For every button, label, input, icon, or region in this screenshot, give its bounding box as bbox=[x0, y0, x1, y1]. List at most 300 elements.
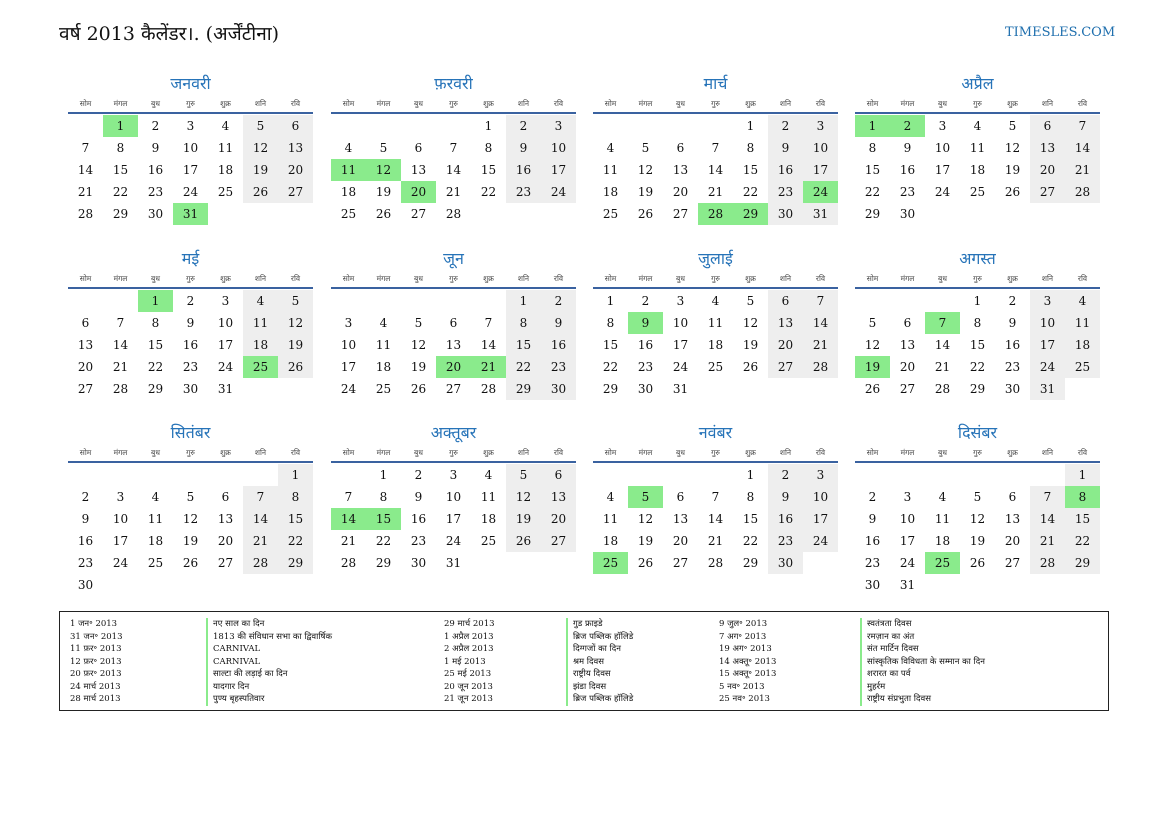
day-cell: 16 bbox=[182, 338, 199, 352]
day-cell: 24 bbox=[541, 181, 576, 203]
day-cell: 24 bbox=[445, 534, 462, 548]
day-cell: 16 bbox=[506, 159, 541, 181]
day-cell: 24 bbox=[934, 185, 951, 199]
day-cell: 18 bbox=[1065, 334, 1100, 356]
day-cell: 3 bbox=[449, 468, 458, 482]
day-cell: 6 bbox=[414, 141, 423, 155]
weekday-label: बुध bbox=[414, 447, 423, 457]
day-cell: 9 bbox=[1008, 316, 1017, 330]
holiday-date: 1 मई 2013 bbox=[444, 656, 486, 667]
weekday-label: शुक्र bbox=[745, 98, 756, 108]
day-cell: 26 bbox=[1004, 185, 1021, 199]
holiday-date: 1 जन॰ 2013 bbox=[70, 619, 118, 629]
day-cell: 26 bbox=[375, 207, 392, 221]
day-grid bbox=[68, 289, 313, 400]
day-cell: 16 bbox=[410, 512, 427, 526]
weekday-label: रवि bbox=[290, 447, 301, 457]
day-cell: 24 bbox=[182, 185, 199, 199]
day-cell: 7 bbox=[344, 490, 353, 504]
day-cell: 7 bbox=[484, 316, 493, 330]
day-cell: 20 bbox=[672, 534, 689, 548]
holiday-day-cell: 9 bbox=[628, 312, 663, 334]
day-cell: 2 bbox=[768, 115, 803, 137]
day-cell: 8 bbox=[484, 141, 493, 155]
day-cell: 11 bbox=[217, 141, 234, 155]
day-cell: 26 bbox=[864, 382, 881, 396]
day-cell: 22 bbox=[742, 185, 759, 199]
day-cell: 29 bbox=[506, 378, 541, 400]
month-calendar bbox=[855, 248, 1100, 400]
holiday-day-cell: 1 bbox=[103, 115, 138, 137]
holiday-day-cell: 20 bbox=[401, 181, 436, 203]
weekday-label: मंगल bbox=[900, 98, 915, 108]
day-cell: 27 bbox=[278, 181, 313, 203]
day-cell: 3 bbox=[1030, 290, 1065, 312]
holiday-name: राष्ट्रीय संप्रभुता दिवस bbox=[867, 694, 931, 704]
weekday-label: बुध bbox=[938, 273, 947, 283]
weekday-label: मंगल bbox=[113, 98, 128, 108]
day-cell: 30 bbox=[77, 578, 94, 592]
day-cell: 29 bbox=[602, 382, 619, 396]
holiday-date: 11 फ़र॰ 2013 bbox=[70, 644, 122, 654]
day-cell: 17 bbox=[672, 338, 689, 352]
day-cell: 10 bbox=[217, 316, 234, 330]
day-cell: 14 bbox=[707, 163, 724, 177]
day-cell: 15 bbox=[864, 163, 881, 177]
holiday-name: गुड फ्राइडे bbox=[573, 619, 603, 629]
day-cell: 10 bbox=[803, 486, 838, 508]
weekday-label: शुक्र bbox=[745, 447, 756, 457]
day-cell: 12 bbox=[1004, 141, 1021, 155]
empty-cell bbox=[698, 464, 733, 486]
weekday-label: गुरु bbox=[711, 273, 720, 283]
day-cell: 25 bbox=[480, 534, 497, 548]
weekday-label: रवि bbox=[553, 98, 564, 108]
holiday-name: झंडा दिवस bbox=[573, 681, 607, 692]
day-cell: 13 bbox=[1004, 512, 1021, 526]
day-cell: 5 bbox=[186, 490, 195, 504]
holiday-day-cell: 24 bbox=[803, 181, 838, 203]
day-cell: 30 bbox=[410, 556, 427, 570]
holiday-name: दिग्गजों का दिन bbox=[573, 644, 621, 654]
holiday-day-cell: 19 bbox=[855, 356, 890, 378]
day-grid bbox=[331, 289, 576, 400]
day-cell: 3 bbox=[938, 119, 947, 133]
site-link[interactable]: TIMESLES.COM bbox=[1005, 25, 1116, 40]
day-cell: 31 bbox=[217, 382, 234, 396]
day-cell: 9 bbox=[768, 486, 803, 508]
day-cell: 23 bbox=[506, 181, 541, 203]
month-name: जनवरी bbox=[170, 74, 211, 93]
month-name: दिसंबर bbox=[957, 423, 998, 442]
empty-cell bbox=[1030, 464, 1065, 486]
weekday-header bbox=[331, 95, 576, 114]
day-cell: 30 bbox=[147, 207, 164, 221]
day-cell: 2 bbox=[414, 468, 423, 482]
empty-cell bbox=[436, 115, 471, 137]
weekday-label: शनि bbox=[1041, 273, 1054, 283]
weekday-label: मंगल bbox=[638, 98, 653, 108]
day-cell: 6 bbox=[676, 490, 685, 504]
holiday-name: CARNIVAL bbox=[213, 644, 261, 654]
day-cell: 12 bbox=[182, 512, 199, 526]
empty-cell bbox=[925, 290, 960, 312]
day-cell: 11 bbox=[375, 338, 392, 352]
holiday-legend bbox=[59, 611, 1109, 711]
day-cell: 13 bbox=[672, 163, 689, 177]
day-cell: 6 bbox=[81, 316, 90, 330]
empty-cell bbox=[663, 464, 698, 486]
holiday-name: ब्रिज पब्लिक हॉलिडे bbox=[573, 694, 634, 704]
holiday-date: 24 मार्च 2013 bbox=[70, 681, 121, 692]
day-cell: 4 bbox=[711, 294, 720, 308]
month-calendar bbox=[593, 248, 838, 400]
holiday-date: 2 अप्रैल 2013 bbox=[444, 644, 494, 654]
empty-cell bbox=[436, 290, 471, 312]
month-calendar bbox=[331, 422, 576, 574]
day-cell: 28 bbox=[112, 382, 129, 396]
holiday-name-column bbox=[566, 618, 633, 706]
empty-cell bbox=[663, 115, 698, 137]
weekday-label: गुरु bbox=[711, 447, 720, 457]
month-calendar bbox=[593, 73, 838, 225]
holiday-date: 9 जुल॰ 2013 bbox=[719, 619, 768, 629]
day-cell: 27 bbox=[410, 207, 427, 221]
day-cell: 3 bbox=[186, 119, 195, 133]
weekday-label: शनि bbox=[779, 447, 792, 457]
day-cell: 24 bbox=[899, 556, 916, 570]
holiday-day-cell: 8 bbox=[1065, 486, 1100, 508]
day-cell: 20 bbox=[899, 360, 916, 374]
month-name: नवंबर bbox=[698, 423, 733, 442]
day-cell: 25 bbox=[707, 360, 724, 374]
day-cell: 13 bbox=[672, 512, 689, 526]
day-cell: 17 bbox=[803, 508, 838, 530]
month-calendar bbox=[68, 73, 313, 225]
holiday-date: 28 मार्च 2013 bbox=[70, 694, 121, 704]
empty-cell bbox=[331, 290, 366, 312]
day-cell: 10 bbox=[340, 338, 357, 352]
day-cell: 30 bbox=[637, 382, 654, 396]
day-cell: 19 bbox=[278, 334, 313, 356]
day-cell: 23 bbox=[1004, 360, 1021, 374]
day-grid bbox=[593, 463, 838, 574]
day-cell: 23 bbox=[410, 534, 427, 548]
day-cell: 30 bbox=[541, 378, 576, 400]
day-cell: 23 bbox=[637, 360, 654, 374]
holiday-date: 21 जून 2013 bbox=[444, 694, 493, 704]
day-cell: 25 bbox=[375, 382, 392, 396]
day-cell: 14 bbox=[934, 338, 951, 352]
holiday-day-cell: 31 bbox=[173, 203, 208, 225]
day-cell: 4 bbox=[973, 119, 982, 133]
weekday-label: बुध bbox=[151, 98, 160, 108]
day-cell: 27 bbox=[768, 356, 803, 378]
weekday-label: शनि bbox=[254, 98, 267, 108]
empty-cell bbox=[995, 464, 1030, 486]
day-cell: 2 bbox=[506, 115, 541, 137]
day-grid bbox=[68, 463, 313, 596]
day-cell: 28 bbox=[1065, 181, 1100, 203]
day-cell: 5 bbox=[746, 294, 755, 308]
day-cell: 16 bbox=[77, 534, 94, 548]
day-cell: 18 bbox=[602, 185, 619, 199]
holiday-name: रमज़ान का अंत bbox=[867, 631, 915, 642]
day-cell: 10 bbox=[934, 141, 951, 155]
day-cell: 28 bbox=[707, 556, 724, 570]
day-cell: 2 bbox=[81, 490, 90, 504]
day-cell: 11 bbox=[147, 512, 164, 526]
day-cell: 27 bbox=[217, 556, 234, 570]
weekday-label: बुध bbox=[676, 98, 685, 108]
day-cell: 22 bbox=[602, 360, 619, 374]
day-cell: 16 bbox=[1004, 338, 1021, 352]
day-grid bbox=[855, 463, 1100, 596]
weekday-label: बुध bbox=[414, 273, 423, 283]
day-cell: 7 bbox=[243, 486, 278, 508]
holiday-day-cell: 15 bbox=[366, 508, 401, 530]
day-cell: 17 bbox=[803, 159, 838, 181]
weekday-label: गुरु bbox=[186, 273, 195, 283]
empty-cell bbox=[243, 464, 278, 486]
weekday-label: रवि bbox=[290, 98, 301, 108]
day-grid bbox=[593, 289, 838, 400]
weekday-label: सोम bbox=[342, 447, 355, 457]
day-cell: 17 bbox=[217, 338, 234, 352]
weekday-header bbox=[593, 270, 838, 289]
day-cell: 31 bbox=[899, 578, 916, 592]
day-cell: 21 bbox=[1065, 159, 1100, 181]
day-cell: 4 bbox=[379, 316, 388, 330]
day-cell: 21 bbox=[803, 334, 838, 356]
holiday-name: मुहर्रम bbox=[867, 681, 886, 692]
weekday-label: शनि bbox=[254, 447, 267, 457]
day-cell: 17 bbox=[445, 512, 462, 526]
weekday-label: सोम bbox=[604, 447, 617, 457]
day-cell: 16 bbox=[147, 163, 164, 177]
day-cell: 14 bbox=[112, 338, 129, 352]
day-cell: 23 bbox=[768, 181, 803, 203]
day-cell: 15 bbox=[278, 508, 313, 530]
month-name: मार्च bbox=[703, 74, 728, 93]
day-cell: 16 bbox=[768, 508, 803, 530]
empty-cell bbox=[925, 464, 960, 486]
weekday-label: सोम bbox=[866, 98, 879, 108]
day-cell: 5 bbox=[1008, 119, 1017, 133]
day-cell: 8 bbox=[746, 141, 755, 155]
day-grid bbox=[855, 114, 1100, 225]
holiday-date-column bbox=[70, 618, 123, 706]
day-cell: 13 bbox=[77, 338, 94, 352]
holiday-day-cell: 7 bbox=[925, 312, 960, 334]
day-cell: 18 bbox=[480, 512, 497, 526]
weekday-label: बुध bbox=[938, 98, 947, 108]
month-name: अगस्त bbox=[959, 249, 996, 268]
day-cell: 24 bbox=[672, 360, 689, 374]
day-cell: 10 bbox=[1030, 312, 1065, 334]
holiday-name: सांस्कृतिक विविधता के सम्मान का दिन bbox=[867, 656, 985, 667]
month-calendar bbox=[855, 73, 1100, 225]
weekday-label: शनि bbox=[1041, 98, 1054, 108]
day-cell: 5 bbox=[868, 316, 877, 330]
empty-cell bbox=[698, 115, 733, 137]
day-cell: 6 bbox=[541, 464, 576, 486]
day-cell: 15 bbox=[1065, 508, 1100, 530]
day-cell: 20 bbox=[768, 334, 803, 356]
holiday-date: 1 अप्रैल 2013 bbox=[444, 631, 494, 642]
weekday-label: शुक्र bbox=[220, 273, 231, 283]
weekday-label: शनि bbox=[517, 98, 530, 108]
day-cell: 17 bbox=[112, 534, 129, 548]
day-cell: 4 bbox=[938, 490, 947, 504]
day-cell: 3 bbox=[903, 490, 912, 504]
weekday-label: गुरु bbox=[186, 447, 195, 457]
weekday-label: बुध bbox=[151, 273, 160, 283]
day-cell: 1 bbox=[746, 119, 755, 133]
day-cell: 20 bbox=[1004, 534, 1021, 548]
day-cell: 30 bbox=[182, 382, 199, 396]
day-cell: 5 bbox=[243, 115, 278, 137]
day-cell: 8 bbox=[746, 490, 755, 504]
day-cell: 4 bbox=[221, 119, 230, 133]
day-cell: 18 bbox=[147, 534, 164, 548]
day-cell: 30 bbox=[768, 203, 803, 225]
holiday-date: 25 नव॰ 2013 bbox=[719, 694, 770, 704]
holiday-name: पुण्य बृहस्पतिवार bbox=[213, 694, 265, 704]
weekday-header bbox=[855, 444, 1100, 463]
weekday-label: शुक्र bbox=[483, 447, 494, 457]
weekday-label: शुक्र bbox=[1007, 273, 1018, 283]
day-cell: 23 bbox=[541, 356, 576, 378]
weekday-label: शुक्र bbox=[1007, 447, 1018, 457]
day-cell: 20 bbox=[217, 534, 234, 548]
empty-cell bbox=[628, 115, 663, 137]
day-cell: 10 bbox=[803, 137, 838, 159]
day-cell: 12 bbox=[637, 163, 654, 177]
holiday-name-column bbox=[860, 618, 985, 706]
day-cell: 12 bbox=[410, 338, 427, 352]
empty-cell bbox=[401, 290, 436, 312]
day-cell: 4 bbox=[151, 490, 160, 504]
weekday-label: सोम bbox=[342, 98, 355, 108]
day-cell: 6 bbox=[676, 141, 685, 155]
month-calendar bbox=[68, 422, 313, 596]
day-cell: 19 bbox=[410, 360, 427, 374]
weekday-label: रवि bbox=[553, 447, 564, 457]
day-cell: 16 bbox=[637, 338, 654, 352]
holiday-date: 20 फ़र॰ 2013 bbox=[70, 669, 122, 679]
day-cell: 2 bbox=[541, 290, 576, 312]
day-cell: 15 bbox=[742, 163, 759, 177]
day-cell: 28 bbox=[803, 356, 838, 378]
day-cell: 12 bbox=[243, 137, 278, 159]
weekday-header bbox=[331, 444, 576, 463]
day-cell: 13 bbox=[541, 486, 576, 508]
day-cell: 6 bbox=[1030, 115, 1065, 137]
holiday-day-cell: 29 bbox=[733, 203, 768, 225]
day-cell: 2 bbox=[768, 464, 803, 486]
day-cell: 22 bbox=[375, 534, 392, 548]
weekday-header bbox=[331, 270, 576, 289]
empty-cell bbox=[68, 464, 103, 486]
day-cell: 25 bbox=[1065, 356, 1100, 378]
day-cell: 31 bbox=[445, 556, 462, 570]
weekday-label: शनि bbox=[254, 273, 267, 283]
day-cell: 27 bbox=[1030, 181, 1065, 203]
day-grid bbox=[331, 463, 576, 574]
weekday-label: गुरु bbox=[449, 273, 458, 283]
day-grid bbox=[68, 114, 313, 225]
day-cell: 7 bbox=[449, 141, 458, 155]
day-cell: 8 bbox=[506, 312, 541, 334]
day-cell: 22 bbox=[506, 356, 541, 378]
day-cell: 7 bbox=[711, 490, 720, 504]
weekday-label: मंगल bbox=[376, 98, 391, 108]
empty-cell bbox=[103, 290, 138, 312]
weekday-label: मंगल bbox=[113, 447, 128, 457]
day-cell: 28 bbox=[445, 207, 462, 221]
empty-cell bbox=[401, 115, 436, 137]
weekday-label: सोम bbox=[604, 273, 617, 283]
holiday-day-cell: 12 bbox=[366, 159, 401, 181]
day-cell: 18 bbox=[707, 338, 724, 352]
day-cell: 1 bbox=[506, 290, 541, 312]
day-cell: 4 bbox=[484, 468, 493, 482]
holiday-name: ब्रिज पब्लिक हॉलिडे bbox=[573, 631, 634, 642]
day-cell: 11 bbox=[707, 316, 724, 330]
day-cell: 29 bbox=[278, 552, 313, 574]
day-cell: 3 bbox=[676, 294, 685, 308]
day-cell: 25 bbox=[340, 207, 357, 221]
day-cell: 19 bbox=[742, 338, 759, 352]
day-cell: 6 bbox=[903, 316, 912, 330]
day-cell: 20 bbox=[672, 185, 689, 199]
weekday-label: शनि bbox=[779, 98, 792, 108]
day-cell: 21 bbox=[243, 530, 278, 552]
day-cell: 21 bbox=[1030, 530, 1065, 552]
day-cell: 18 bbox=[375, 360, 392, 374]
day-cell: 31 bbox=[803, 203, 838, 225]
weekday-label: रवि bbox=[815, 273, 826, 283]
holiday-day-cell: 28 bbox=[698, 203, 733, 225]
day-cell: 11 bbox=[602, 163, 619, 177]
day-cell: 25 bbox=[217, 185, 234, 199]
day-cell: 18 bbox=[340, 185, 357, 199]
holiday-name: नए साल का दिन bbox=[213, 619, 265, 629]
weekday-header bbox=[68, 444, 313, 463]
day-cell: 7 bbox=[1065, 115, 1100, 137]
holiday-date: 15 अक्तू॰ 2013 bbox=[719, 669, 777, 679]
day-grid bbox=[855, 289, 1100, 400]
day-cell: 17 bbox=[899, 534, 916, 548]
day-cell: 9 bbox=[186, 316, 195, 330]
empty-cell bbox=[471, 290, 506, 312]
day-cell: 14 bbox=[77, 163, 94, 177]
day-cell: 28 bbox=[243, 552, 278, 574]
day-cell: 9 bbox=[768, 137, 803, 159]
day-cell: 21 bbox=[707, 534, 724, 548]
day-cell: 26 bbox=[182, 556, 199, 570]
day-cell: 14 bbox=[243, 508, 278, 530]
empty-cell bbox=[593, 464, 628, 486]
day-cell: 29 bbox=[742, 556, 759, 570]
weekday-label: गुरु bbox=[449, 447, 458, 457]
weekday-label: सोम bbox=[342, 273, 355, 283]
weekday-label: शनि bbox=[517, 273, 530, 283]
day-cell: 9 bbox=[868, 512, 877, 526]
day-cell: 4 bbox=[1065, 290, 1100, 312]
day-cell: 27 bbox=[672, 556, 689, 570]
